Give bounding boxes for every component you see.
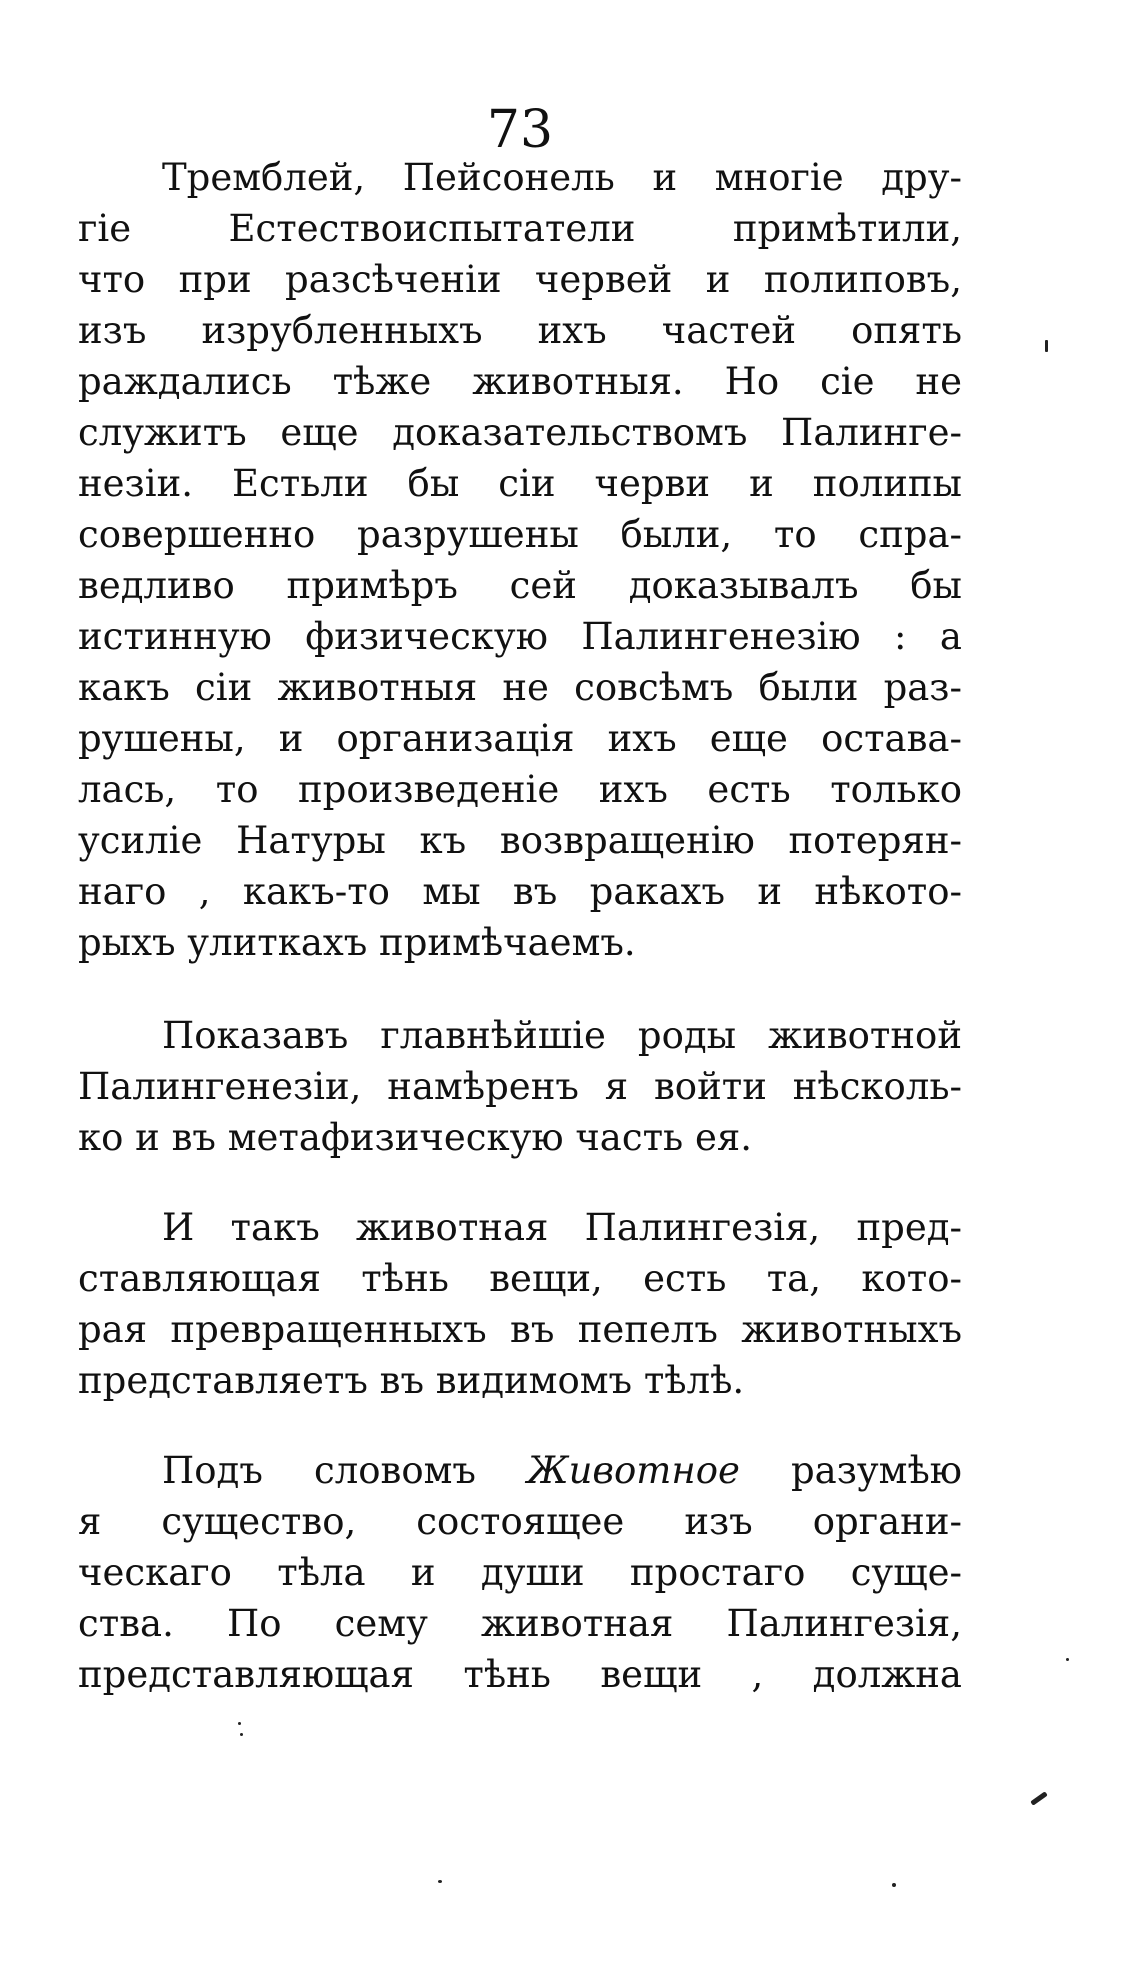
text-line: рая превращенныхъ въ пепелъ животныхъ xyxy=(78,1308,962,1351)
paragraph-3 xyxy=(78,1202,962,1406)
text-line: совершенно разрушены были, то спра- xyxy=(78,513,962,556)
paragraph-4 xyxy=(78,1445,962,1700)
paragraph-2 xyxy=(78,1010,962,1163)
text-line xyxy=(78,1445,962,1496)
text-line: наго , какъ-то мы въ ракахъ и нѣкото- xyxy=(78,870,962,913)
text-line: представляющая тѣнь вещи , должна xyxy=(78,1653,962,1696)
scan-speck xyxy=(238,1722,241,1725)
text-line: Показавъ главнѣйшіе роды животной xyxy=(162,1014,962,1057)
text-line: лась, то произведеніе ихъ есть только xyxy=(78,768,962,811)
text-line: ческаго тѣла и души простаго суще- xyxy=(78,1551,962,1594)
text-line: я существо, состоящее изъ органи- xyxy=(78,1500,962,1543)
scan-speck xyxy=(1066,1658,1069,1661)
text-line: ведливо примѣръ сей доказывалъ бы xyxy=(78,564,962,607)
text-line: служитъ еще доказательствомъ Палинге- xyxy=(78,411,962,454)
text-line: какъ сіи животныя не совсѣмъ были раз- xyxy=(78,666,962,709)
text-line: Палингенезіи, намѣренъ я войти нѣсколь- xyxy=(78,1065,962,1108)
scan-speck xyxy=(240,1733,243,1736)
text-line: И такъ животная Палингезія, пред- xyxy=(162,1206,962,1249)
text-line: ставляющая тѣнь вещи, есть та, кото- xyxy=(78,1257,962,1300)
text-line: ства. По сему животная Палингезія, xyxy=(78,1602,962,1645)
paragraph-1 xyxy=(78,152,962,968)
text-segment: разумѣю xyxy=(739,1449,962,1492)
text-line: ко и въ метафизическую часть ея. xyxy=(78,1116,752,1159)
scan-speck xyxy=(1045,340,1048,352)
italic-term: Животное xyxy=(527,1449,740,1492)
text-line: рыхъ улиткахъ примѣчаемъ. xyxy=(78,921,636,964)
scan-speck xyxy=(1030,1791,1048,1805)
text-line: Тремблей, Пейсонель и многіе дру- xyxy=(162,156,962,199)
text-line: представляетъ въ видимомъ тѣлѣ. xyxy=(78,1359,745,1402)
text-line: изъ изрубленныхъ ихъ частей опять xyxy=(78,309,962,352)
page-number: 73 xyxy=(486,100,554,160)
text-line: усиліе Натуры къ возвращенію потерян- xyxy=(78,819,962,862)
text-line: незіи. Естьли бы сіи черви и полипы xyxy=(78,462,962,505)
text-segment: Подъ словомъ xyxy=(162,1449,528,1492)
text-line: рушены, и организація ихъ еще остава- xyxy=(78,717,962,760)
text-line: раждались тѣже животныя. Но сіе не xyxy=(78,360,962,403)
scan-speck xyxy=(892,1883,896,1887)
text-line: что при разсѣченіи червей и полиповъ, xyxy=(78,258,962,301)
scan-speck xyxy=(438,1880,442,1883)
text-line: гіе Естествоиспытатели примѣтили, xyxy=(78,207,962,250)
text-line: истинную физическую Палингенезію : а xyxy=(78,615,962,658)
